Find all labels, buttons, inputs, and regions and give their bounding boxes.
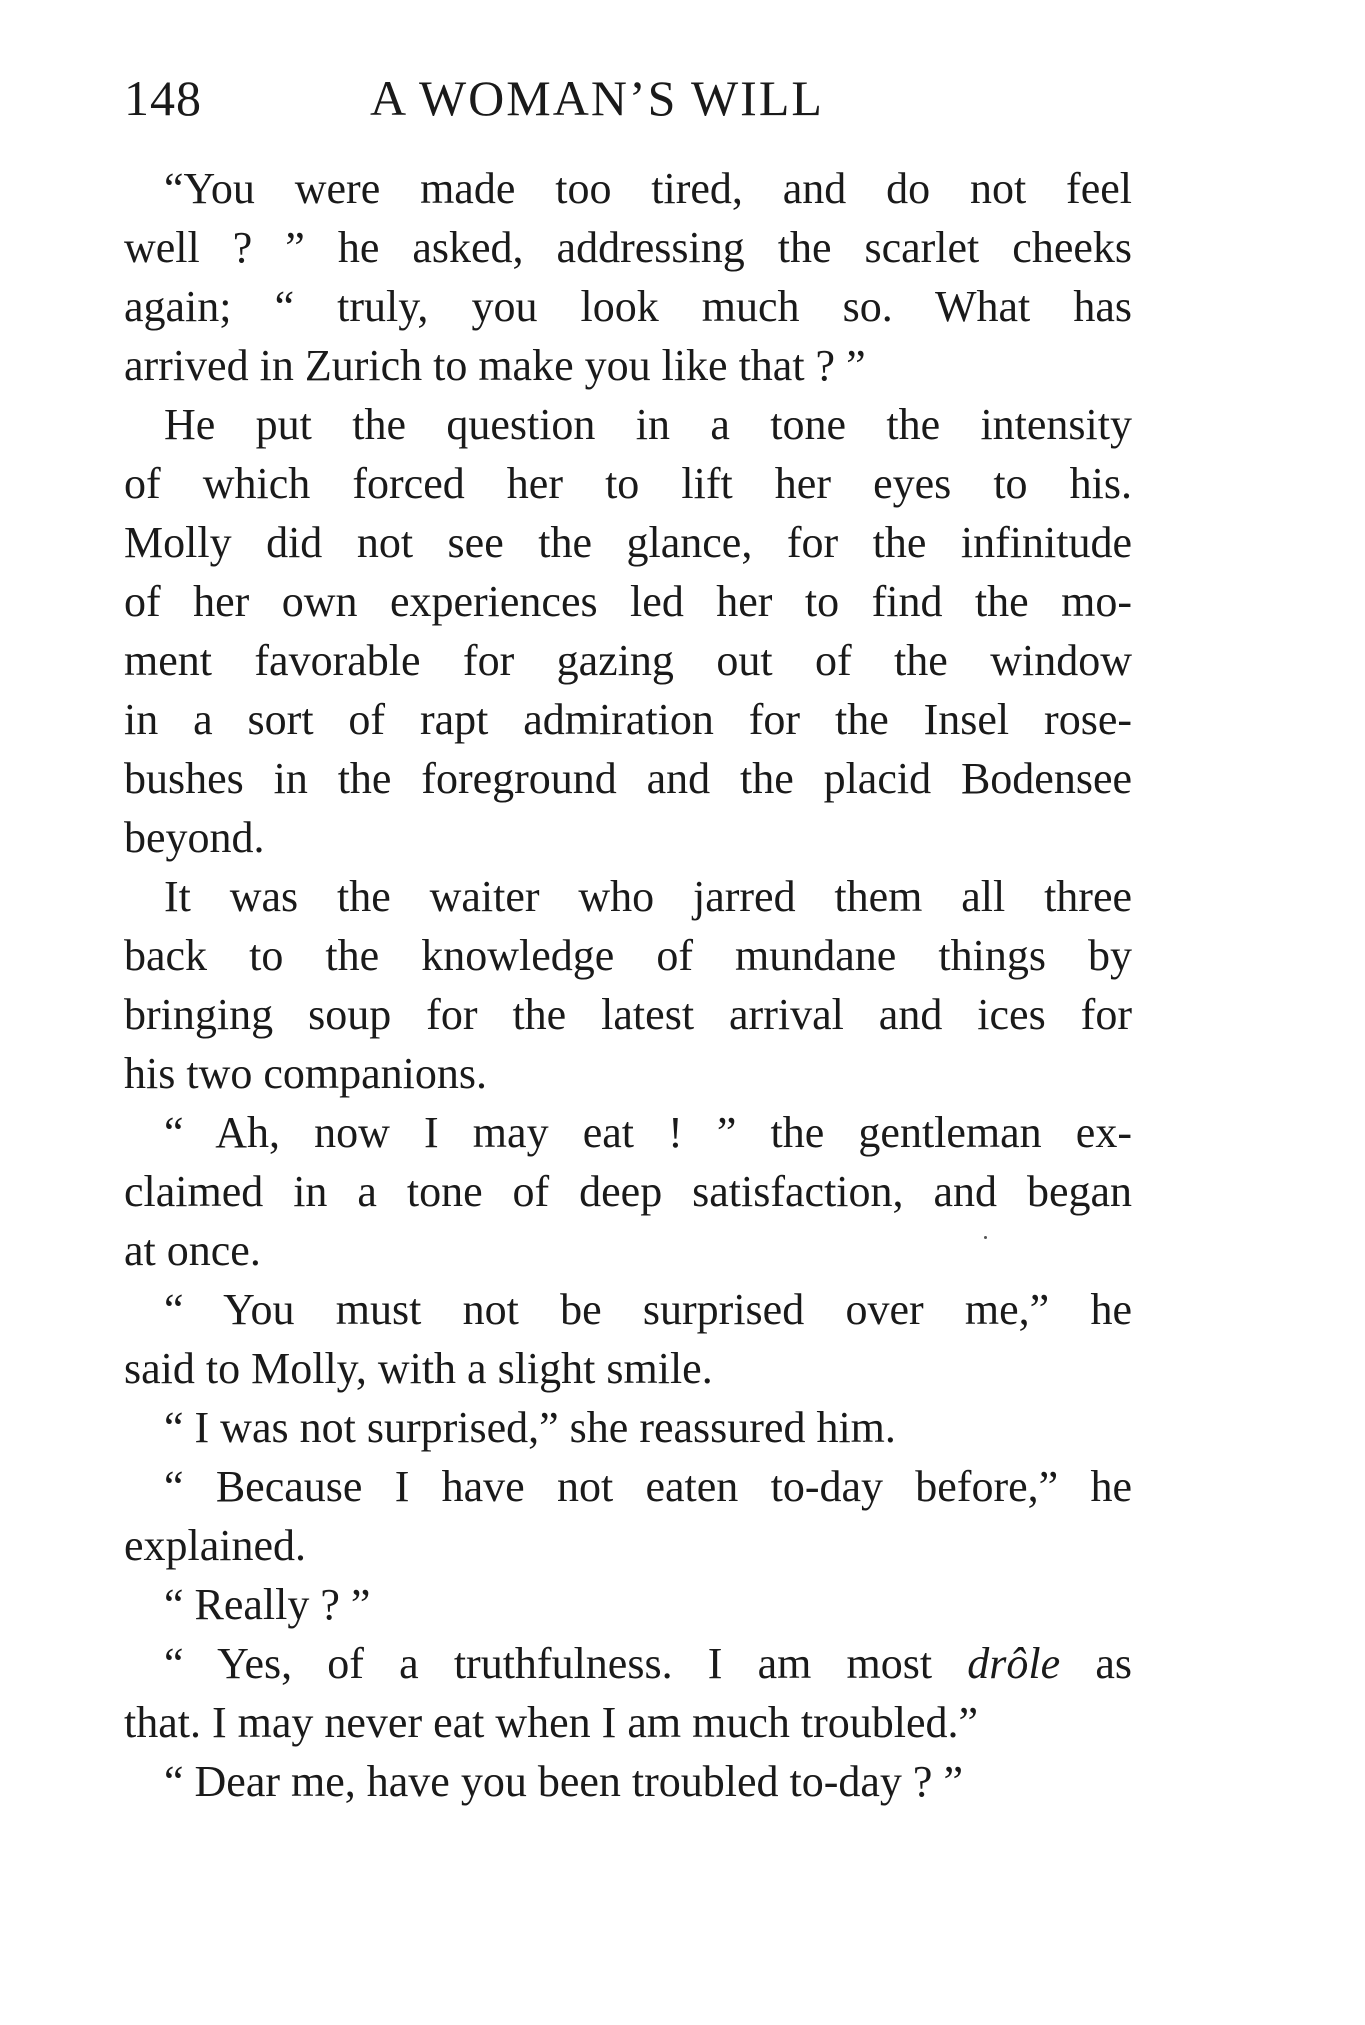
text-line: that. I may never eat when I am much troubled.” [124,1698,979,1747]
text-line: “ Because I have not eaten to-day before,” he [164,1462,1132,1511]
text-line: at once. [124,1226,261,1275]
text-line: “ Really ? ” [164,1580,371,1629]
text-line: explained. [124,1521,307,1570]
text-line: bushes in the foreground and the placid Bodensee [124,754,1132,803]
text-line: “You were made too tired, and do not feel [164,164,1132,213]
text-line: beyond. [124,813,265,862]
page-number: 148 [124,70,202,126]
text-line: well ? ” he asked, addressing the scarlet cheeks [124,223,1132,272]
text-line: “ Ah, now I may eat ! ” the gentleman ex- [164,1108,1132,1157]
text-line: claimed in a tone of deep satisfaction, and began [124,1167,1132,1216]
text-line: It was the waiter who jarred them all three [164,872,1132,921]
text-line: bringing soup for the latest arrival and ices for [124,990,1132,1039]
text-line: “ I was not surprised,” she reassured him. [164,1403,896,1452]
running-title: A WOMAN’S WILL [370,70,824,126]
text-line: said to Molly, with a slight smile. [124,1344,713,1393]
text-line: in a sort of rapt admiration for the Insel rose- [124,695,1132,744]
print-speck [984,1236,987,1239]
text-line: of her own experiences led her to find the mo- [124,577,1132,626]
text-line: his two companions. [124,1049,487,1098]
body-text [124,159,1132,1811]
text-line: of which forced her to lift her eyes to his. [124,459,1132,508]
text-line: “ You must not be surprised over me,” he [164,1285,1132,1334]
text-line: “ Yes, of a truthfulness. I am most drôle as [164,1639,1132,1688]
text-line: again; “ truly, you look much so. What has [124,282,1132,331]
text-line: Molly did not see the glance, for the infinitude [124,518,1132,567]
text-line: arrived in Zurich to make you like that ? ” [124,341,866,390]
text-line: “ Dear me, have you been troubled to-day ? ” [164,1757,963,1806]
running-header [124,58,1124,138]
italic-word: drôle [967,1639,1061,1688]
text-line: He put the question in a tone the intensity [164,400,1132,449]
text-line: back to the knowledge of mundane things by [124,931,1132,980]
text-line: ment favorable for gazing out of the window [124,636,1132,685]
